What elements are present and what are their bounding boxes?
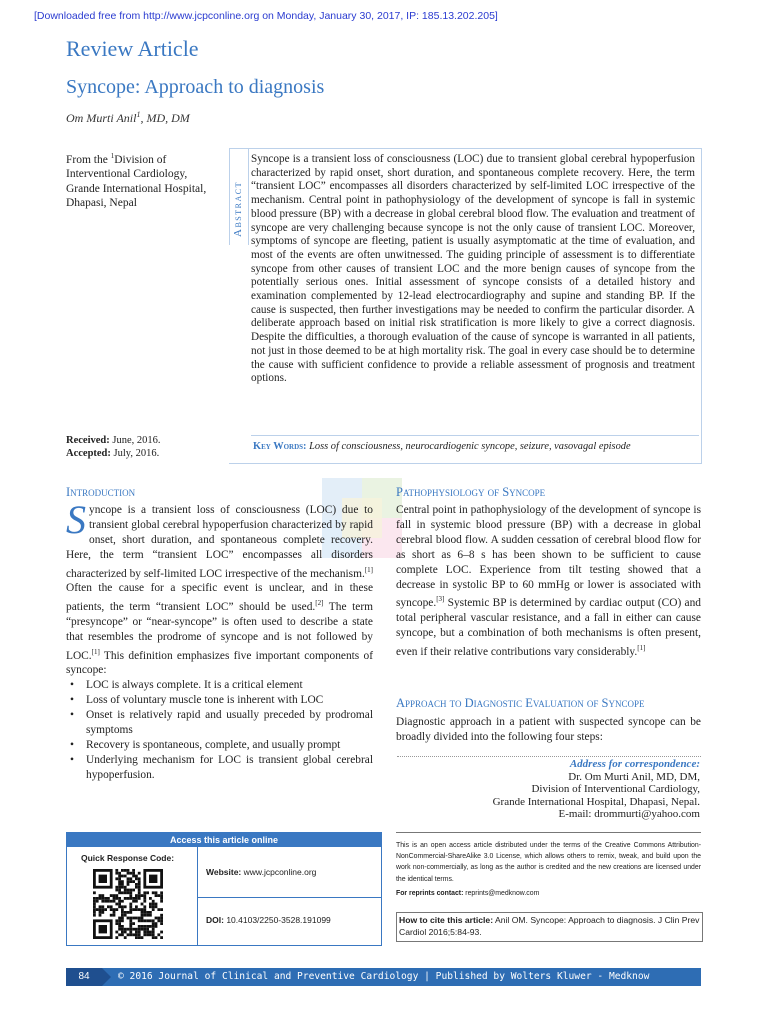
affiliation [66,149,216,211]
qr-label: Quick Response Code: [81,853,175,863]
approach-heading: Approach to Diagnostic Evaluation of Syncope [396,696,645,710]
page-number: 84 [66,968,102,986]
reprints-line [396,890,539,897]
pathophysiology-body [396,503,701,660]
correspondence-line: Dr. Om Murti Anil, MD, DM, [568,770,700,783]
website-label: Website: [206,867,242,877]
correspondence-divider [397,756,701,757]
introduction-heading: Introduction [66,485,136,499]
footer-arrow-icon [102,968,111,986]
page-title: Syncope: Approach to diagnosis [66,76,325,98]
patho-p2: Systemic BP is determined by cardiac output (CO) and total peripheral vascular resistance, and a fall in either can cause syncope, but a combination of both mechanisms is often present, even if their relative contributions vary considerably. [396,597,701,658]
citation-label: How to cite this article: [399,915,494,925]
intro-ref3: [1] [91,647,100,656]
correspondence-line: Division of Interventional Cardiology, [531,783,700,795]
website-cell [198,847,381,898]
intro-p3: The term “presyncope” or “near-syncope” is often used to describe a state that resembles the prodrome of syncope and is not followed by LOC. [66,601,373,662]
website-link[interactable]: www.jcpconline.org [241,867,317,877]
intro-p1: yncope is a transient loss of consciousness (LOC) due to transient global cerebral hypoperfusion characterized by rapid onset, short duration, and spontaneous complete recovery. Here, the term “transient LOC” encompasses all disorders characterized by self-limited LOC irrespective of the mechanism. [66,504,373,580]
website-line [206,867,316,877]
abstract-box [229,148,702,464]
correspondence-address [430,758,700,821]
patho-ref2: [1] [637,643,646,652]
qr-code-icon[interactable] [93,869,163,939]
correspondence-email[interactable]: E-mail: drommurti@yahoo.com [558,808,700,820]
doi-label: DOI: [206,915,224,925]
correspondence-heading: Address for correspondence: [569,758,700,770]
accepted-label: Accepted: [66,448,111,459]
author-sup: 1 [136,110,141,119]
author-degrees: , MD, DM [140,111,190,125]
access-article-box [66,832,382,946]
intro-ref2: [2] [315,599,324,608]
doi-line [206,915,331,925]
pathophysiology-heading: Pathophysiology of Syncope [396,485,546,499]
author-name: Om Murti Anil [66,111,137,125]
affiliation-prefix: From the [66,153,111,166]
affiliation-text: Division of Interventional Cardiology, Grande International Hospital, Dhapasi, Nepal [66,153,207,210]
patho-ref1: [3] [436,595,445,604]
intro-p2: Often the cause for a specific event is unclear, and in these patients, the term “transient LOC” should be used. [66,582,373,614]
received-label: Received: [66,435,110,446]
author-line [66,110,190,126]
abstract-tab [229,149,249,245]
abstract-text: Syncope is a transient loss of consciousness (LOC) due to transient global cerebral hypoperfusion characterized by rapid onset, short duration, and spontaneous complete recovery. Here, the term “transient LOC” encompasses all disorders characterized by self-limited LOC irrespective of the mechanism. Central point in pathophysiology of the development of syncope is fall in systemic blood pressure (BP) with a decrease in global cerebral blood flow. The evaluation and treatment of syncope are very challenging because syncope is not the only cause of transient LOC. Moreover, symptoms of syncope are fleeting, patient is usually asymptomatic at the time of evaluation, and most of the events are often unwitnessed. The guiding principle of assessment is to differentiate syncope from other causes of transient LOC and the more benign causes of syncope from the potentially serious ones. Initial assessment of syncope consists of a detailed history and examination complemented by 12-lead electrocardiography and supine and standing BP. If the cause is suspected, then further investigations may be needed to confirm the particular disorder. A deliberate approach based on initial risk stratification is more likely to give a correct diagnosis. Despite the difficulties, a thorough evaluation of the cause of syncope is warranted in all patients, not just in those deemed to be at high mortality risk. The goal in every case should be to determine the cause with sufficient confidence to provide a reliable assessment of prognosis and treatment options. [251,153,695,385]
license-text: This is an open access article distributed under the terms of the Creative Commons Attribution-NonCommercial-ShareAlike 3.0 License, which allows others to remix, tweak, and build upon the work non-commercially, as long as the author is credited and the new creations are licensed under the identical terms. [396,842,701,883]
license-divider [396,832,701,833]
list-item: • Onset is relatively rapid and usually preceded by prodromal symptoms [80,708,373,738]
access-bar: Access this article online [67,833,381,847]
dates [66,434,160,460]
download-line: [Downloaded free from http://www.jcpconline.org on Monday, January 30, 2017, IP: 185.13.202.205] [34,10,498,22]
intro-p4: This definition emphasizes five important components of syncope: [66,649,373,677]
components-list [66,678,373,782]
affiliation-sup: 1 [110,152,115,160]
abstract-label: Abstract [232,181,244,237]
approach-body: Diagnostic approach in a patient with suspected syncope can be broadly divided into the following four steps: [396,716,701,743]
article-type: Review Article [66,36,199,61]
patho-p1: Central point in pathophysiology of the development of syncope is fall in systemic blood pressure (BP) with a decrease in global cerebral blood flow. A sudden cessation of cerebral blood flow for as short as 6–8 s has been shown to be sufficient to cause complete LOC. Experience from tilt testing showed that a decrease in systolic BP to 60 mmHg or lower is associated with syncope. [396,504,701,610]
list-item: • Recovery is spontaneous, complete, and usually prompt [80,738,373,753]
intro-ref1: [1] [364,565,373,574]
correspondence-line: Grande International Hospital, Dhapasi, Nepal. [492,795,700,808]
list-item: • Loss of voluntary muscle tone is inherent with LOC [80,693,373,708]
footer-text: © 2016 Journal of Clinical and Preventive Cardiology | Published by Wolters Kluwer - Medknow [118,971,650,982]
citation-text: Anil OM. Syncope: Approach to diagnosis. J Clin Prev Cardiol 2016;5:84-93. [399,915,700,937]
keywords-label: Key Words: [253,441,307,452]
accepted-date: July, 2016. [110,448,160,459]
list-item: • Underlying mechanism for LOC is transient global cerebral hypoperfusion. [80,753,373,783]
keywords [253,441,699,452]
qr-cell [67,847,198,945]
introduction-body [66,497,373,783]
list-item: • LOC is always complete. It is a critical element [80,678,373,693]
received-date: June, 2016. [109,435,161,446]
reprints-email[interactable]: reprints@medknow.com [463,890,540,897]
keywords-text: Loss of consciousness, neurocardiogenic syncope, seizure, vasovagal episode [309,441,631,452]
citation-box [396,912,703,942]
reprints-label: For reprints contact: [396,890,464,897]
dropcap: S [66,497,86,542]
doi-link[interactable]: 10.4103/2250-3528.191099 [223,915,331,925]
keywords-divider [251,435,699,436]
footer-bar [66,968,701,986]
